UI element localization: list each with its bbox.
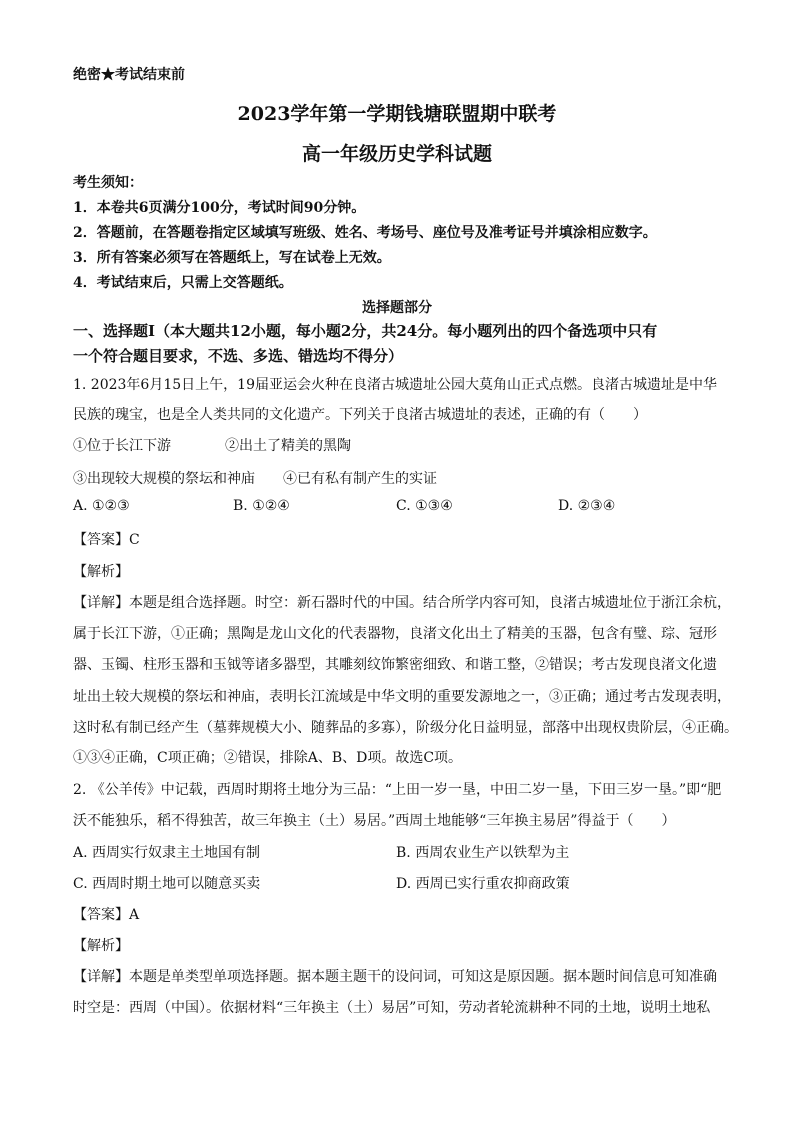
secret-label: 绝密★考试结束前	[73, 67, 185, 83]
q1-detail-line: 这时私有制已经产生（墓葬规模大小、随葬品的多寡），阶级分化日益明显，部落中出现权贵阶层，④正确。	[73, 720, 738, 736]
section-instruction: 一、选择题Ⅰ（本大题共12小题，每小题2分，共24分。每小题列出的四个备选项中只有	[73, 322, 658, 340]
q1-option-a: A. ①②③	[73, 498, 130, 514]
q1-stem: 民族的瑰宝，也是全人类共同的文化遗产。下列关于良渚古城遗址的表述，正确的有（ ）	[73, 407, 647, 423]
notice-item: 3．所有答案必须写在答题纸上，写在试卷上无效。	[73, 250, 391, 266]
q1-detail-line: 址出土较大规模的祭坛和神庙，表明长江流域是中华文明的重要发源地之一，③正确；通过考古发现表明，	[73, 689, 731, 705]
notice-item: 4．考试结束后，只需上交答题纸。	[73, 275, 293, 291]
q2-stem: 2. 《公羊传》中记载，西周时期将土地分为三品：“上田一岁一垦，中田二岁一垦，下田三岁一垦。”即“肥	[73, 782, 722, 798]
q1-item: ③出现较大规模的祭坛和神庙	[73, 471, 255, 487]
q2-detail-line: 时空是：西周（中国）。依据材料“三年换主（土）易居”可知，劳动者轮流耕种不同的土地，说明土地私	[73, 1000, 711, 1016]
q1-detail-line: 器、玉镯、柱形玉器和玉钺等诸多器型，其雕刻纹饰繁密细致、和谐工整，②错误；考古发现良渚文化遗	[73, 657, 717, 673]
q2-analysis-label: 【解析】	[73, 938, 129, 954]
q1-detail-line: 属于长江下游，①正确；黑陶是龙山文化的代表器物，良渚文化出土了精美的玉器，包含有璧、琮、冠形	[73, 626, 717, 642]
notice-item: 1．本卷共6页满分100分，考试时间90分钟。	[73, 200, 366, 216]
q2-option-c: C. 西周时期土地可以随意买卖	[73, 876, 261, 892]
q1-answer: 【答案】C	[73, 532, 140, 548]
q2-stem: 沃不能独乐，稻不得独苦，故三年换主（土）易居。”西周土地能够“三年换主易居”得益于（ ）	[73, 813, 676, 829]
q1-item: ①位于长江下游	[73, 438, 171, 454]
exam-title: 2023学年第一学期钱塘联盟期中联考	[237, 103, 557, 125]
q1-detail-line: 【详解】本题是组合选择题。时空：新石器时代的中国。结合所学内容可知，良渚古城遗址位于浙江余杭，	[73, 595, 731, 611]
q1-option-d: D. ②③④	[558, 498, 616, 514]
q1-option-b: B. ①②④	[233, 498, 290, 514]
q1-option-c: C. ①③④	[396, 498, 453, 514]
q2-answer: 【答案】A	[73, 907, 140, 923]
section-instruction: 一个符合题目要求，不选、多选、错选均不得分）	[73, 347, 404, 365]
q1-item: ②出土了精美的黑陶	[225, 438, 351, 454]
q2-option-b: B. 西周农业生产以铁犁为主	[396, 845, 570, 861]
q1-stem: 1. 2023年6月15日上午，19届亚运会火种在良渚古城遗址公园大莫角山正式点燃。良渚古城遗址是中华	[73, 377, 717, 393]
section-title: 选择题部分	[362, 300, 432, 316]
exam-subtitle: 高一年级历史学科试题	[301, 143, 492, 165]
q2-detail-line: 【详解】本题是单类型单项选择题。据本题主题干的设问词，可知这是原因题。据本题时间信息可知准确	[73, 969, 717, 985]
q1-analysis-label: 【解析】	[73, 564, 129, 580]
notice-heading: 考生须知：	[73, 175, 143, 191]
q1-detail-line: ①③④正确，C项正确；②错误，排除A、B、D项。故选C项。	[73, 750, 463, 766]
q2-option-d: D. 西周已实行重农抑商政策	[396, 876, 570, 892]
q2-option-a: A. 西周实行奴隶主土地国有制	[73, 845, 261, 861]
q1-item: ④已有私有制产生的实证	[283, 471, 437, 487]
notice-item: 2．答题前，在答题卷指定区域填写班级、姓名、考场号、座位号及准考证号并填涂相应数字。	[73, 225, 657, 241]
